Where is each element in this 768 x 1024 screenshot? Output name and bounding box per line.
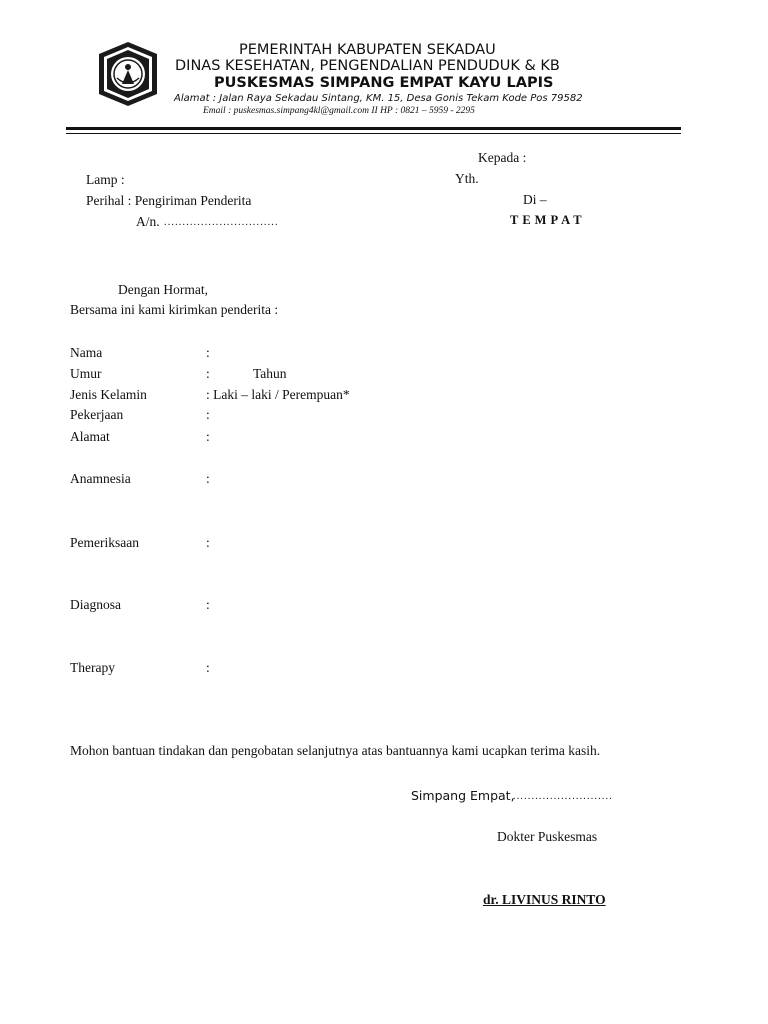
signature-place: Simpang Empat, [411,788,515,803]
field-diagnosa-value: : [206,597,210,612]
header-rule-thin [66,133,681,134]
di-label: Di – [523,192,547,207]
field-alamat-value: : [206,429,210,444]
yth-label: Yth. [455,171,479,186]
intro-line: Bersama ini kami kirimkan penderita : [70,302,279,317]
field-umur-label: Umur [70,366,102,381]
field-anamnesia-value: : [206,471,210,486]
field-umur-value: : [206,366,210,381]
field-alamat-label: Alamat [70,429,110,444]
field-pekerjaan-label: Pekerjaan [70,407,124,422]
tempat-label: TEMPAT [510,213,586,227]
field-umur-unit: Tahun [253,366,287,381]
field-pemeriksaan-label: Pemeriksaan [70,535,139,550]
closing-line: Mohon bantuan tindakan dan pengobatan selanjutnya atas bantuannya kami ucapkan terima kasih. [70,743,601,758]
field-therapy-label: Therapy [70,660,115,675]
field-anamnesia-label: Anamnesia [70,471,131,486]
lamp-line: Lamp : [86,172,125,187]
field-pemeriksaan-value: : [206,535,210,550]
perihal-line: Perihal : Pengiriman Penderita [86,193,252,208]
kepada-label: Kepada : [478,150,527,165]
greeting: Dengan Hormat, [118,282,208,297]
field-therapy-value: : [206,660,210,675]
an-dots: ............................... [164,217,279,228]
field-nama-label: Nama [70,345,103,360]
an-label: A/n. [136,214,160,229]
header-address: Alamat : Jalan Raya Sekadau Sintang, KM. 15, Desa Gonis Tekam Kode Pos 79582 [174,93,583,104]
header-rule-thick [66,127,681,130]
field-pekerjaan-value: : [206,407,210,422]
header-line1: PEMERINTAH KABUPATEN SEKADAU [239,42,496,58]
header-email: Email : puskesmas.simpang4kl@gmail.com II HP : 0821 – 5959 - 2295 [203,106,475,116]
field-diagnosa-label: Diagnosa [70,597,121,612]
signature-role: Dokter Puskesmas [497,829,598,844]
field-jenis-kelamin-label: Jenis Kelamin [70,387,147,402]
field-jenis-kelamin-value: : Laki – laki / Perempuan* [206,387,350,402]
signature-place-dots: ........................... [513,791,613,802]
header-line3: PUSKESMAS SIMPANG EMPAT KAYU LAPIS [214,75,554,91]
header-line2: DINAS KESEHATAN, PENGENDALIAN PENDUDUK & KB [175,58,560,74]
signature-name: dr. LIVINUS RINTO [483,892,606,907]
field-nama-value: : [206,345,210,360]
puskesmas-logo [95,40,161,108]
